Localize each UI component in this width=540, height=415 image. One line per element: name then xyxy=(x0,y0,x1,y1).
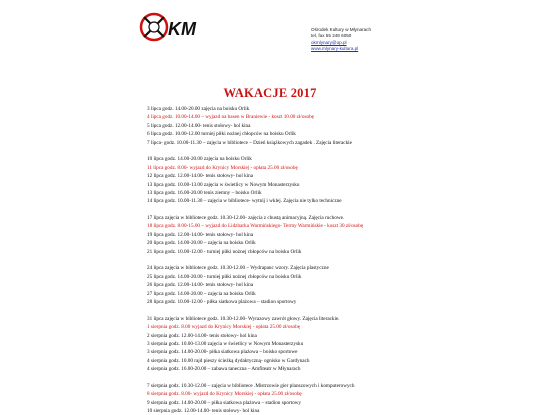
schedule-row-trip: 18 lipca godz. 8.00-15.00 – wyjazd do Lidzbarka Warmińskiego- Termy Warmińskie - koszt 30 zł/osobę xyxy=(147,223,364,230)
schedule-row: 27 lipca godz. 14.00-20.00 – zajęcia na boisku Orlik xyxy=(147,290,256,297)
org-phone: tel, fax 55 248 6050 xyxy=(311,33,352,39)
schedule-row: 7 sierpnia godz. 10.30-12.00 – zajęcia w bibliotece .Mistrzowie gier planszowych i komputerowych xyxy=(147,382,355,389)
schedule-row: 4 sierpnia godz. 10.00 rajd pieszy ścieżką dydaktyczną- ognisko w Gardynach xyxy=(147,357,310,364)
schedule-row-trip: 1 sierpnia godz. 8.00 wyjazd do Krynicy Morskiej - opłata 25.00 zł/osobę xyxy=(147,324,300,331)
org-name: Ośrodek Kultury w Młynarach xyxy=(311,27,371,32)
group-spacer xyxy=(147,206,363,214)
org-email-link[interactable]: okmlynary@op.pl xyxy=(311,39,347,45)
schedule-row: 13 lipca godz. 10.00-13.00 zajęcia w świetlicy w Nowym Monasterzysku xyxy=(147,181,300,188)
schedule-row-trip: 11 lipca godz. 8.00- wyjazd do Krynicy Morskiej - opłata 25.00 zł/osobę xyxy=(147,164,298,171)
schedule-row: 3 lipca godz. 14.00-20.00 zajęcia na boisku Orlik xyxy=(147,106,250,112)
schedule-row: 31 lipca zajęcia w bibliotece godz. 10.30-12.00- Wyrazowy zawrót głowy. Zajęcia literackie. xyxy=(147,315,340,322)
group-spacer xyxy=(147,147,363,155)
org-website-link[interactable]: www.mlynary-kultura.pl xyxy=(311,45,359,51)
logo-text: KM xyxy=(168,19,196,39)
schedule-row: 21 lipca godz. 10.00-12.00 - turniej piłki nożnej chłopców na boisku Orlik xyxy=(147,248,302,255)
schedule-row: 13 lipca godz. 16.00-20.00 tenis ziemny – boisko Orlik xyxy=(147,189,262,196)
schedule-row: 7 lipca- godz. 10.00-11.30 – zajęcia w bibliotece – Dzień książkowych zagadek . Zajęcia literackie xyxy=(147,139,352,146)
schedule-row: 6 lipca godz. 10.00-12.00 turniej piłki nożnej chłopców na boisku Orlik xyxy=(147,131,296,138)
schedule-row: 2 sierpnia godz. 12.00-14.00- tenis stołowy- hol kina xyxy=(147,332,257,339)
schedule-row-trip: 8 sierpnia godz. 8.00- wyjazd do Krynicy Morskiej - opłata 25.00 zł/osobę xyxy=(147,391,302,398)
schedule-row: 19 lipca godz. 12.00-14.00- tenis stołowy- hol kina xyxy=(147,231,254,238)
schedule-row: 14 lipca godz. 10.00-11.30 – zajęcia w bibliotece- wytnij i wklej. Zajęcia nie tylko techniczne xyxy=(147,198,342,205)
schedule-row: 28 lipca godz. 10.00-12.00 - piłka siatkowa plażowa – stadion sportowy xyxy=(147,298,297,305)
schedule-row: 20 lipca godz. 14.00-20.00 – zajęcia na boisku Orlik xyxy=(147,240,256,247)
schedule-row: 12 lipca godz. 12.00-14.00- tenis stołowy- hol kina xyxy=(147,173,254,180)
group-spacer xyxy=(147,374,363,382)
page-title: WAKACJE 2017 xyxy=(223,86,317,100)
schedule-row: 10 sierpnia godz. 12.00-14.00- tenis stołowy- hol kina xyxy=(147,408,260,415)
schedule-row: 5 lipca godz. 12.00-14.00- tenis stołowy- hol kina xyxy=(147,122,251,129)
schedule-row: 4 sierpnia godz. 16.00-20.00 – zabawa taneczna – Amfiteatr w Młynarach xyxy=(147,366,301,373)
schedule-row: 10 lipca godz. 14.00-20.00 zajęcia na boisku Orlik xyxy=(147,156,252,163)
schedule-row: 3 sierpnia godz. 10.00-13.00 zajęcia w świetlicy w Nowym Monasterzysku xyxy=(147,340,304,347)
org-contact-block xyxy=(311,27,371,52)
group-spacer xyxy=(147,306,363,314)
schedule-row: 3 sierpnia godz. 14.00-20.00- piłka siatkowa plażowa – boisko sportowe xyxy=(147,349,298,356)
schedule-row: 9 sierpnia godz. 14.00-20.00 – piłka siatkowa plażowa – stadion sportowy xyxy=(147,399,302,406)
schedule-row: 24 lipca zajęcia w bibliotece godz. 10.30-12.00 – Wydrapanc wzory. Zajęcia plastyczne xyxy=(147,265,329,272)
pen-in-circle-logo-icon xyxy=(138,11,202,43)
group-spacer xyxy=(147,256,363,264)
schedule-list xyxy=(147,105,363,415)
org-logo xyxy=(138,11,202,43)
schedule-row: 26 lipca godz. 12.00-14.00- tenis stołowy- hol kina xyxy=(147,282,254,289)
schedule-row-trip: 4 lipca godz. 10.00-14.00 – wyjazd na basen w Braniewie - koszt 10.00 zł/osobę xyxy=(147,114,314,121)
schedule-row: 25 lipca godz. 14.00-20.00 - turniej piłki nożnej chłopców na boisku Orlik xyxy=(147,273,302,280)
schedule-row: 17 lipca zajęcia w bibliotece godz. 10.30-12.00- zajęcia z chustą animacyjną. Zajęcia ruchowe. xyxy=(147,215,345,222)
